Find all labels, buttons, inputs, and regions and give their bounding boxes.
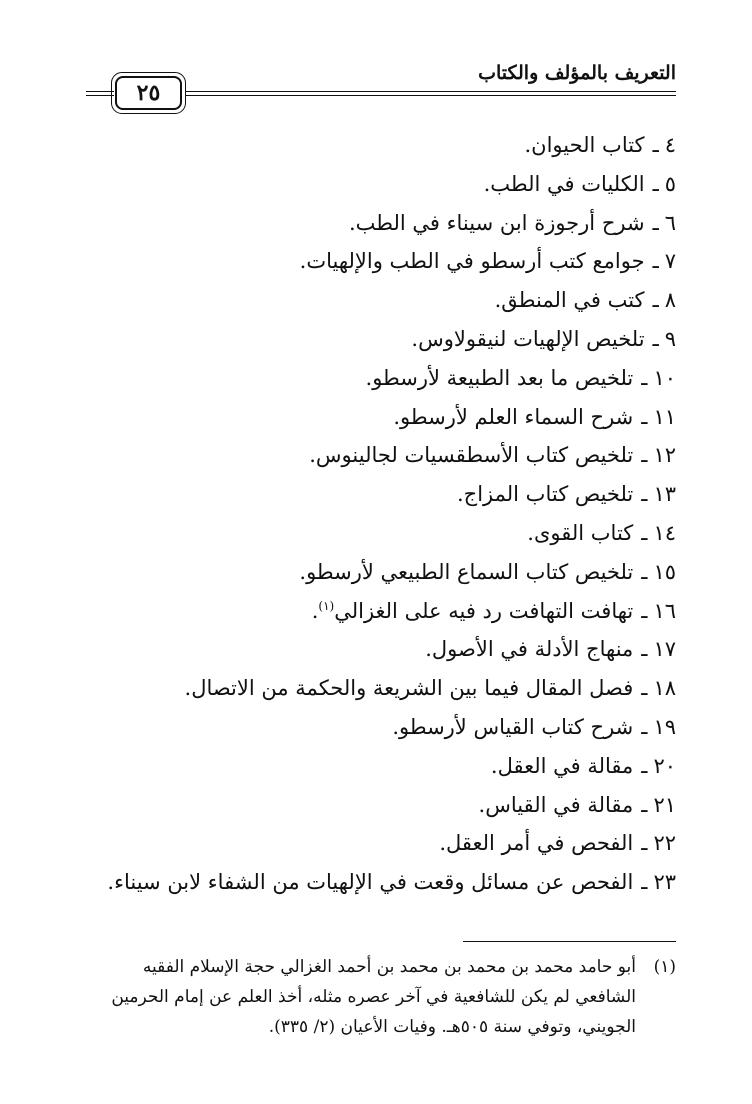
list-item — [76, 475, 676, 514]
item-text: تلخيص الإلهيات لنيقولاوس. — [411, 326, 645, 351]
item-text: شرح أرجوزة ابن سيناء في الطب. — [348, 210, 645, 235]
header-rule-left — [86, 91, 114, 96]
list-item — [76, 708, 676, 747]
footnote-line: الشافعي لم يكن للشافعية في آخر عصره مثله، أخذ العلم عن إمام الحرمين — [111, 987, 636, 1007]
item-number: ٦ — [664, 210, 676, 235]
item-text: كتب في المنطق. — [494, 288, 645, 313]
item-number: ١٧ — [653, 637, 676, 662]
item-text: شرح كتاب القياس لأرسطو. — [392, 714, 634, 739]
list-item — [76, 204, 676, 243]
item-dash: ـ — [652, 326, 659, 351]
item-dash: ـ — [641, 598, 648, 623]
item-dash: ـ — [641, 676, 648, 701]
list-item — [76, 398, 676, 437]
list-item — [76, 786, 676, 825]
list-item — [76, 747, 676, 786]
item-dash: ـ — [641, 443, 648, 468]
item-dash: ـ — [641, 482, 648, 507]
running-header-title: التعريف بالمؤلف والكتاب — [478, 62, 676, 84]
item-number: ١٨ — [653, 676, 676, 701]
item-dash: ـ — [641, 714, 648, 739]
item-text: شرح السماء العلم لأرسطو. — [393, 404, 634, 429]
item-text: تهافت التهافت رد فيه على الغزالي — [334, 598, 634, 623]
item-dash: ـ — [641, 792, 648, 817]
item-dash: ـ — [641, 753, 648, 778]
item-number: ١٠ — [653, 365, 676, 390]
item-number: ٩ — [664, 326, 676, 351]
item-number: ٢٠ — [653, 753, 676, 778]
list-item — [76, 553, 676, 592]
item-dash: ـ — [652, 171, 659, 196]
item-dash: ـ — [652, 249, 659, 274]
list-item — [76, 592, 676, 631]
list-item — [76, 669, 676, 708]
item-number: ١٢ — [653, 443, 676, 468]
item-dash: ـ — [652, 288, 659, 313]
item-text: كتاب القوى. — [527, 520, 634, 545]
item-text: فصل المقال فيما بين الشريعة والحكمة من الاتصال. — [184, 676, 634, 701]
item-number: ١٦ — [653, 598, 676, 623]
list-item — [76, 242, 676, 281]
list-item — [76, 126, 676, 165]
item-number: ٨ — [664, 288, 676, 313]
works-list — [76, 126, 676, 902]
list-item — [76, 863, 676, 902]
footnote-line: الجويني، وتوفي سنة ٥٠٥هـ. وفيات الأعيان (٢/ ٣٣٥). — [268, 1017, 636, 1037]
page-number: ٢٥ — [115, 76, 182, 110]
footnote-line: أبو حامد محمد بن محمد بن محمد بن أحمد الغزالي حجة الإسلام الفقيه — [142, 957, 636, 977]
item-number: ١١ — [653, 404, 676, 429]
list-item — [76, 281, 676, 320]
footnote-rule — [463, 941, 676, 942]
item-text: تلخيص ما بعد الطبيعة لأرسطو. — [365, 365, 634, 390]
footnote-reference[interactable]: (١) — [318, 598, 335, 613]
item-number: ٤ — [664, 133, 676, 157]
item-number: ١٥ — [653, 559, 676, 584]
item-text: مقالة في العقل. — [490, 753, 634, 778]
list-item — [76, 514, 676, 553]
item-number: ٢٢ — [653, 831, 676, 856]
item-text: تلخيص كتاب المزاج. — [456, 482, 634, 507]
item-text: جوامع كتب أرسطو في الطب والإلهيات. — [299, 249, 645, 274]
list-item — [76, 436, 676, 475]
item-dash: ـ — [641, 365, 648, 390]
item-dash: ـ — [641, 520, 648, 545]
item-dash: ـ — [641, 404, 648, 429]
item-number: ١٣ — [653, 482, 676, 507]
item-dash: ـ — [652, 133, 659, 157]
item-number: ١٩ — [653, 714, 676, 739]
item-dash: ـ — [652, 210, 659, 235]
list-item — [76, 630, 676, 669]
header-rule — [186, 91, 676, 96]
item-text: كتاب الحيوان. — [524, 133, 645, 157]
item-number: ١٤ — [653, 520, 676, 545]
list-item — [76, 165, 676, 204]
item-end-punctuation: . — [311, 598, 319, 623]
item-text: الفحص في أمر العقل. — [439, 831, 634, 856]
item-number: ٢٣ — [653, 870, 676, 895]
list-item — [76, 320, 676, 359]
item-dash: ـ — [641, 637, 648, 662]
item-text: تلخيص كتاب الأسطقسيات لجالينوس. — [309, 443, 634, 468]
item-text: الكليات في الطب. — [483, 171, 645, 196]
item-number: ٢١ — [653, 792, 676, 817]
item-text: مقالة في القياس. — [478, 792, 634, 817]
item-dash: ـ — [641, 831, 648, 856]
item-text: منهاج الأدلة في الأصول. — [425, 637, 634, 662]
item-dash: ـ — [641, 559, 648, 584]
footnote-marker: (١) — [653, 957, 676, 977]
list-item — [76, 359, 676, 398]
item-text: الفحص عن مسائل وقعت في الإلهيات من الشفاء لابن سيناء. — [107, 870, 634, 895]
item-number: ٥ — [664, 171, 676, 196]
footnote — [76, 952, 676, 1042]
list-item — [76, 824, 676, 863]
item-number: ٧ — [664, 249, 676, 274]
item-text: تلخيص كتاب السماع الطبيعي لأرسطو. — [299, 559, 634, 584]
item-dash: ـ — [641, 870, 648, 895]
footnote-body — [76, 952, 636, 1042]
